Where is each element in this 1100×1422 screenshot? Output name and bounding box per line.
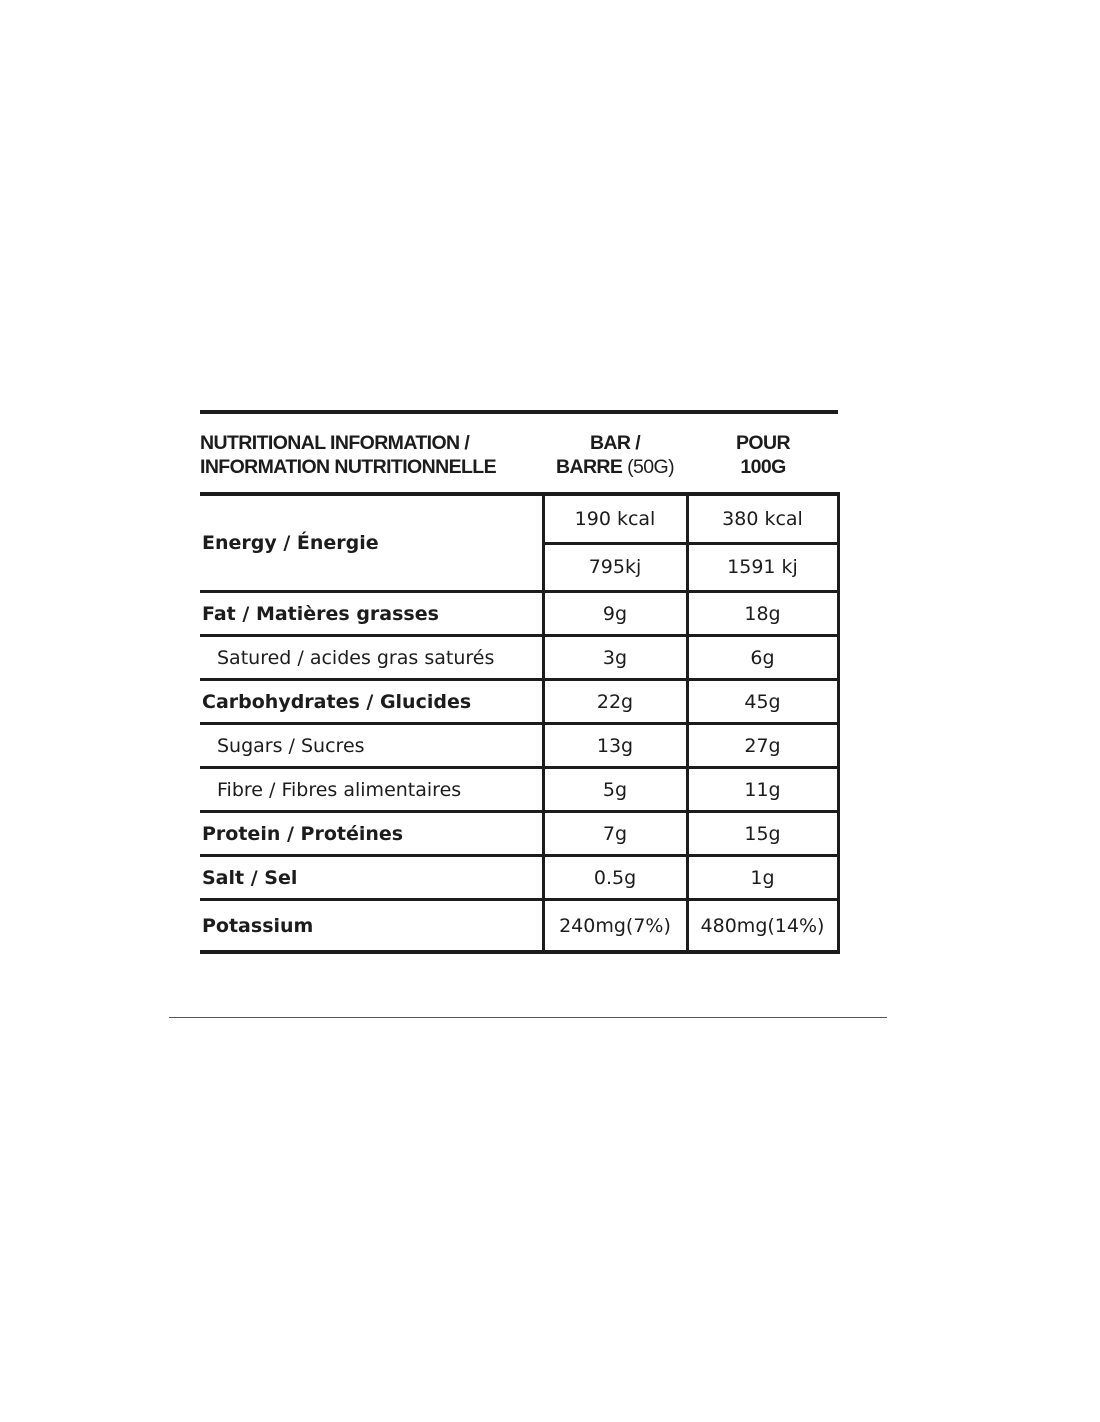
energy-per100-kcal: 380 kcal [687,494,838,543]
row-per100-value: 18g [687,592,838,636]
row-label: Fat / Matières grasses [200,592,543,636]
row-per100-value: 45g [687,680,838,724]
header-bar-column [543,431,687,479]
header-per100-column [688,431,838,479]
table-row-carbohydrates [200,680,838,724]
nutrition-table [200,492,840,954]
row-label: Fibre / Fibres alimentaires [200,768,543,812]
table-row-salt [200,856,838,900]
row-bar-value: 22g [543,680,687,724]
row-label: Salt / Sel [200,856,543,900]
bottom-divider [169,1017,887,1018]
row-bar-value: 9g [543,592,687,636]
row-label: Carbohydrates / Glucides [200,680,543,724]
energy-label: Energy / Énergie [200,494,543,592]
row-bar-value: 3g [543,636,687,680]
row-per100-value: 6g [687,636,838,680]
energy-bar-kcal: 190 kcal [543,494,687,543]
table-row-fibre [200,768,838,812]
row-per100-value: 27g [687,724,838,768]
header-bar-line2 [543,455,687,479]
table-row-protein [200,812,838,856]
header-title-line1: NUTRITIONAL INFORMATION / [200,432,470,454]
header-bar-line1: BAR / [589,432,641,454]
header-title-line2: INFORMATION NUTRITIONNELLE [200,456,497,478]
header-title [200,431,496,479]
header-per100-line1: POUR [736,432,790,454]
header-per100-line2: 100G [740,456,786,478]
row-per100-value: 1g [687,856,838,900]
table-row-sugars [200,724,838,768]
nutrition-panel [200,410,838,954]
row-per100-value: 11g [687,768,838,812]
header-bar-word: BARRE [555,456,623,478]
row-bar-value: 13g [543,724,687,768]
row-bar-value: 5g [543,768,687,812]
table-row-energy-kcal [200,494,838,543]
energy-per100-kj: 1591 kj [687,543,838,591]
table-row-potassium [200,900,838,953]
row-bar-value: 7g [543,812,687,856]
row-bar-value: 240mg(7%) [543,900,687,953]
row-per100-value: 480mg(14%) [687,900,838,953]
table-header [200,414,838,492]
row-per100-value: 15g [687,812,838,856]
header-bar-weight: (50G) [622,456,674,478]
table-row-saturated [200,636,838,680]
row-label: Satured / acides gras saturés [200,636,543,680]
row-label: Potassium [200,900,543,953]
row-label: Sugars / Sucres [200,724,543,768]
row-label: Protein / Protéines [200,812,543,856]
energy-bar-kj: 795kj [543,543,687,591]
table-row-fat [200,592,838,636]
row-bar-value: 0.5g [543,856,687,900]
